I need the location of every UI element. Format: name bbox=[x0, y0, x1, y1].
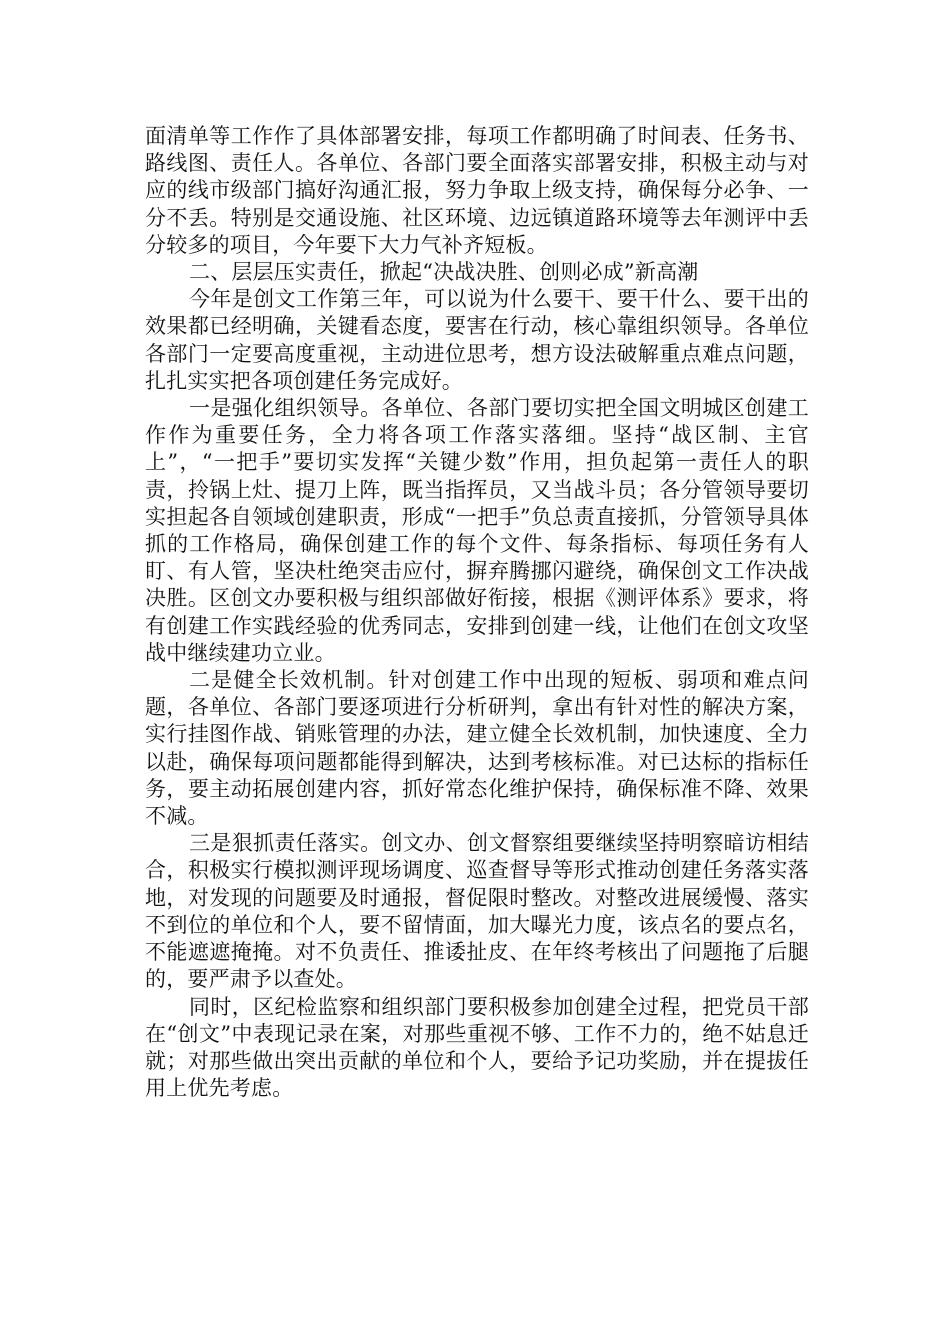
paragraph-point-one: 一是强化组织领导。各单位、各部门要切实把全国文明城区创建工作作为重要任务，全力将各项工作落实落细。坚持“战区制、主官上”，“一把手”要切实发挥“关键少数”作用，担负起第一责任人的职责，拎锅上灶、提刀上阵，既当指挥员，又当战斗员；各分管领导要切实担起各自领域创建职责，形成“一把手”负总责直接抓，分管领导具体抓的工作格局，确保创建工作的每个文件、每条指标、每项任务有人盯、有人管，坚决杜绝突击应付，摒弃腾挪闪避绕，确保创文工作决战决胜。区创文办要积极与组织部做好衔接，根据《测评体系》要求，将有创建工作实践经验的优秀同志，安排到创建一线，让他们在创文攻坚战中继续建功立业。 bbox=[145, 396, 809, 665]
paragraph-intro: 今年是创文工作第三年，可以说为什么要干、要干什么、要干出的效果都已经明确，关键看态度，要害在行动，核心靠组织领导。各单位各部门一定要高度重视，主动进位思考，想方设法破解重点难点问题，扎扎实实把各项创建任务完成好。 bbox=[145, 287, 809, 393]
paragraph-closing: 同时，区纪检监察和组织部门要积极参加创建全过程，把党员干部在“创文”中表现记录在案，对那些重视不够、工作不力的，绝不姑息迁就；对那些做出突出贡献的单位和个人，要给予记功奖励，并在提拔任用上优先考虑。 bbox=[145, 994, 809, 1101]
document-body bbox=[145, 123, 809, 1102]
paragraph-continuation: 面清单等工作作了具体部署安排，每项工作都明确了时间表、任务书、路线图、责任人。各单位、各部门要全面落实部署安排，积极主动与对应的线市级部门搞好沟通汇报，努力争取上级支持，确保每分必争、一分不丢。特别是交通设施、社区环境、边远镇道路环境等去年测评中丢分较多的项目，今年要下大力气补齐短板。 bbox=[145, 124, 809, 257]
paragraph-point-two: 二是健全长效机制。针对创建工作中出现的短板、弱项和难点问题，各单位、各部门要逐项进行分析研判，拿出有针对性的解决方案，实行挂图作战、销账管理的办法，建立健全长效机制，加快速度、全力以赴，确保每项问题都能得到解决，达到考核标准。对已达标的指标任务，要主动拓展创建内容，抓好常态化维护保持，确保标准不降、效果不减。 bbox=[145, 668, 809, 829]
section-heading: 二、层层压实责任，掀起“决战决胜、创则必成”新高潮 bbox=[189, 260, 699, 285]
paragraph-point-three: 三是狠抓责任落实。创文办、创文督察组要继续坚持明察暗访相结合，积极实行模拟测评现场调度、巡查督导等形式推动创建任务落实落地，对发现的问题要及时通报，督促限时整改。对整改进展缓慢、落实不到位的单位和个人，要不留情面，加大曝光力度，该点名的要点名，不能遮遮掩掩。对不负责任、推诿扯皮、在年终考核出了问题拖了后腿的，要严肃予以查处。 bbox=[145, 831, 809, 992]
